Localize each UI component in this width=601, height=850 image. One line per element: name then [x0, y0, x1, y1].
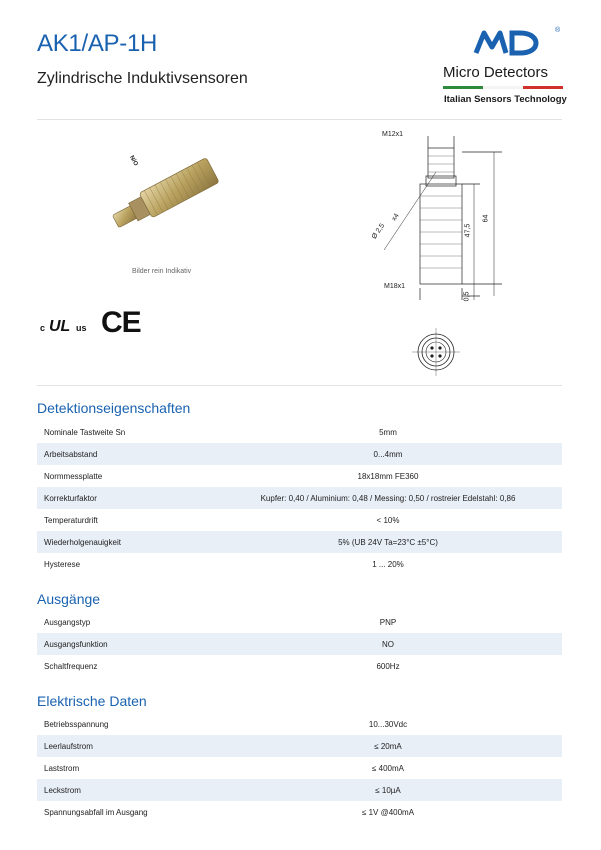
dimension-drawing — [362, 128, 502, 308]
table-row — [37, 487, 562, 509]
registered-mark: ® — [555, 27, 561, 34]
row-key: Schaltfrequenz — [44, 661, 98, 671]
table-row — [37, 655, 562, 677]
row-value: 5% (UB 24V Ta=23°C ±5°C) — [214, 531, 562, 553]
row-value: 600Hz — [376, 661, 400, 671]
connector-face-view — [412, 328, 460, 376]
dim-top-label: M12x1 — [382, 131, 404, 138]
table-row — [37, 421, 562, 443]
logo-tagline: Italian Sensors Technology — [444, 94, 567, 105]
section-title-detection: Detektionseigenschaften — [37, 400, 191, 416]
table-row — [37, 611, 562, 633]
row-value: < 10% — [376, 515, 400, 525]
table-row — [37, 801, 562, 823]
dim-bottom-label: M18x1 — [384, 283, 406, 290]
row-key: Betriebsspannung — [44, 719, 109, 729]
table-row — [37, 465, 562, 487]
row-key: Spannungsabfall im Ausgang — [44, 807, 148, 817]
image-caption: Bilder rein Indikativ — [132, 268, 192, 275]
table-row — [37, 713, 562, 735]
table-row — [37, 735, 562, 757]
row-key: Nominale Tastweite Sn — [44, 427, 126, 437]
table-row — [37, 509, 562, 531]
table-row — [37, 779, 562, 801]
row-value: 1 ... 20% — [372, 559, 404, 569]
row-value: ≤ 400mA — [372, 763, 404, 773]
row-key: Korrekturfaktor — [37, 487, 214, 509]
electrical-table — [37, 713, 562, 823]
row-value: Kupfer: 0,40 / Aluminium: 0,48 / Messing: 0,50 / rostreier Edelstahl: 0,86 — [214, 487, 562, 509]
dim-offset-label: 0,5 — [463, 291, 471, 302]
row-key: Ausgangsfunktion — [37, 633, 214, 655]
row-key: Hysterese — [44, 559, 81, 569]
product-label: N/O — [128, 154, 139, 168]
row-value: 18x18mm FE360 — [357, 471, 419, 481]
table-row — [37, 553, 562, 575]
page-subtitle: Zylindrische Induktivsensoren — [37, 70, 248, 87]
logo-name: Micro Detectors — [443, 64, 549, 81]
row-key: Normmessplatte — [44, 471, 103, 481]
row-key: Wiederholgenauigkeit — [37, 531, 214, 553]
page-title: AK1/AP-1H — [37, 30, 158, 57]
row-value: ≤ 20mA — [214, 735, 562, 757]
row-key: Arbeitsabstand — [37, 443, 214, 465]
row-value: 0...4mm — [214, 443, 562, 465]
row-value: 10...30Vdc — [368, 719, 408, 729]
table-row — [37, 757, 562, 779]
row-key: Leerlaufstrom — [37, 735, 214, 757]
row-value: 5mm — [379, 427, 397, 437]
row-value: ≤ 1V @400mA — [361, 807, 415, 817]
detection-table — [37, 421, 562, 575]
svg-text:UL: UL — [49, 318, 71, 335]
content-divider — [37, 385, 562, 386]
ce-mark-icon: CE — [101, 306, 141, 339]
row-value: PNP — [379, 617, 397, 627]
row-value: NO — [214, 633, 562, 655]
dim-total-label: 64 — [482, 214, 490, 223]
italian-flag-stripe — [443, 86, 563, 89]
product-photo — [102, 138, 232, 258]
table-row — [37, 443, 562, 465]
dim-count-label: x4 — [390, 212, 401, 223]
header-divider — [37, 119, 562, 120]
micro-detectors-logo-icon — [472, 27, 542, 59]
row-key: Temperaturdrift — [44, 515, 98, 525]
section-title-outputs: Ausgänge — [37, 591, 101, 607]
dim-body-label: 47,5 — [464, 223, 472, 238]
dim-diameter-label: Ø 2,5 — [370, 222, 387, 241]
row-key: Laststrom — [44, 763, 80, 773]
outputs-table — [37, 611, 562, 677]
row-key: Leckstrom — [37, 779, 214, 801]
svg-text:c: c — [40, 323, 46, 333]
svg-text:us: us — [76, 323, 87, 333]
ul-certification-icon — [40, 314, 92, 336]
section-title-electrical: Elektrische Daten — [37, 693, 147, 709]
row-value: ≤ 10µA — [214, 779, 562, 801]
row-key: Ausgangstyp — [44, 617, 91, 627]
table-row — [37, 531, 562, 553]
table-row — [37, 633, 562, 655]
